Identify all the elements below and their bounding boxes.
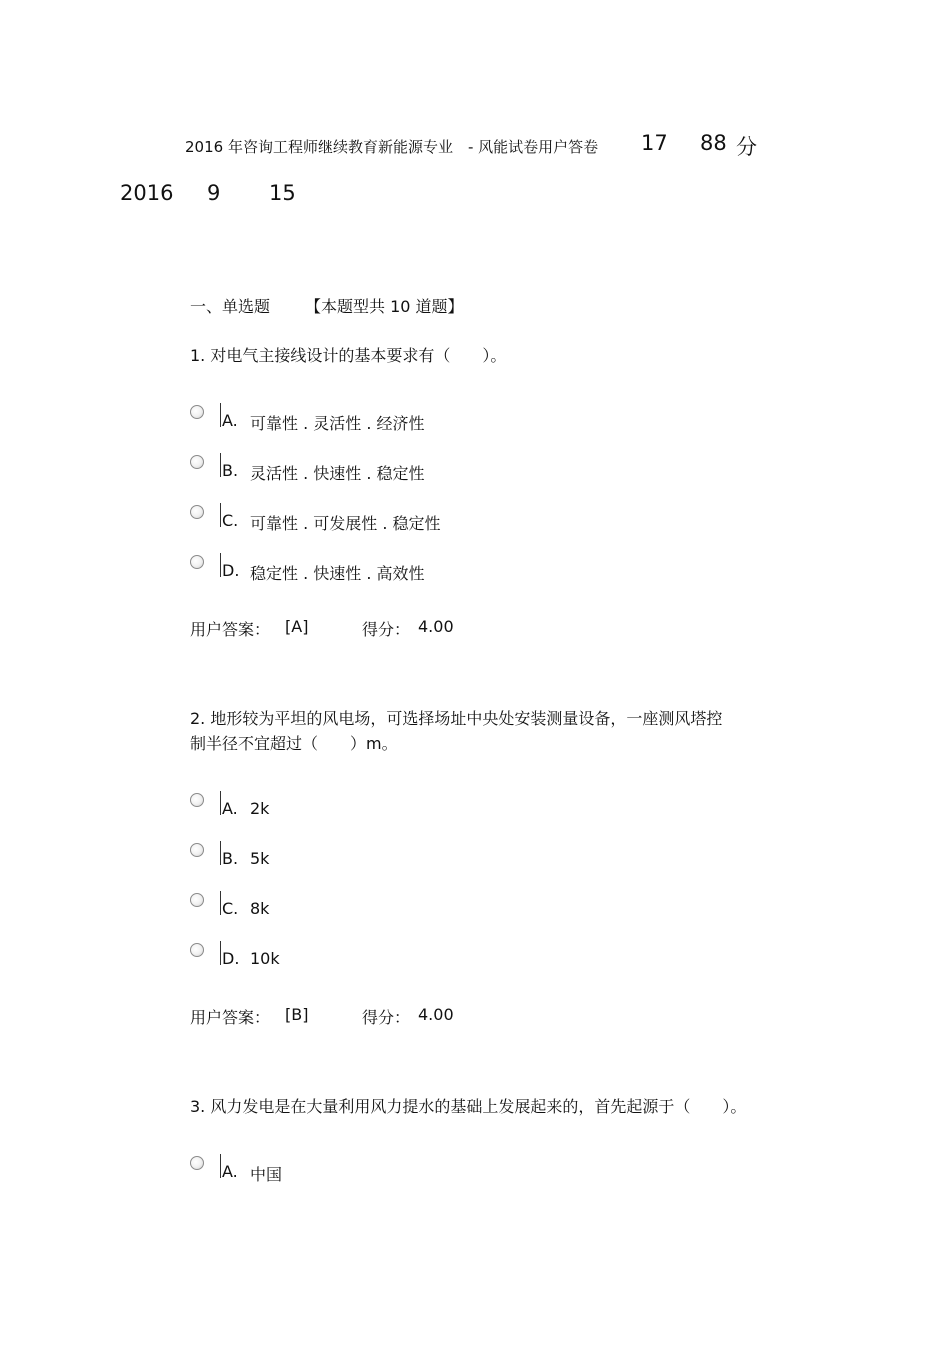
option-text: 8k [250,899,270,918]
total-score-unit: 分 [736,135,757,159]
question-1-score-label: 得分： [362,620,411,639]
option-text: 10k [250,949,280,968]
question-1-text: 1. 对电气主接线设计的基本要求有（ ）。 [190,346,507,365]
total-score-part-b: 88 [700,131,727,155]
date-year: 2016 [120,181,174,205]
option-letter: A. [222,1162,238,1181]
document-title: 2016 年咨询工程师继续教育新能源专业 - 风能试卷用户答卷 [185,138,599,156]
option-text: 2k [250,799,270,818]
option-text: 可靠性 . 可发展性 . 稳定性 [250,514,441,533]
question-1-score: 4.00 [418,617,454,636]
radio-button[interactable] [190,1156,204,1170]
radio-button[interactable] [190,843,204,857]
option-divider [220,553,221,577]
option-divider [220,503,221,527]
radio-button[interactable] [190,555,204,569]
date-day: 15 [269,181,296,205]
section-question-count: 【本题型共 10 道题】 [305,297,464,316]
total-score-part-a: 17 [641,131,668,155]
date-month: 9 [207,181,221,205]
question-2-user-answer: [B] [285,1005,309,1024]
radio-button[interactable] [190,943,204,957]
question-3-text: 3. 风力发电是在大量利用风力提水的基础上发展起来的，首先起源于（ ）。 [190,1097,747,1116]
radio-button[interactable] [190,893,204,907]
option-letter: C. [222,511,239,530]
option-divider [220,453,221,477]
question-2-score-label: 得分： [362,1008,411,1027]
radio-button[interactable] [190,505,204,519]
option-divider [220,941,221,965]
option-divider [220,841,221,865]
option-letter: C. [222,899,239,918]
option-letter: B. [222,849,239,868]
option-letter: D. [222,949,240,968]
option-divider [220,891,221,915]
question-2-text-line-1: 2. 地形较为平坦的风电场，可选择场址中央处安装测量设备，一座测风塔控 [190,709,723,728]
question-1-user-answer: [A] [285,617,309,636]
option-divider [220,403,221,427]
option-divider [220,1154,221,1178]
option-text: 5k [250,849,270,868]
radio-button[interactable] [190,455,204,469]
option-letter: D. [222,561,240,580]
option-text: 中国 [250,1165,283,1184]
option-letter: A. [222,411,238,430]
option-letter: A. [222,799,238,818]
radio-button[interactable] [190,793,204,807]
option-text: 可靠性 . 灵活性 . 经济性 [250,414,425,433]
question-2-score: 4.00 [418,1005,454,1024]
option-divider [220,791,221,815]
option-text: 灵活性 . 快速性 . 稳定性 [250,464,425,483]
option-text: 稳定性 . 快速性 . 高效性 [250,564,425,583]
option-letter: B. [222,461,239,480]
radio-button[interactable] [190,405,204,419]
section-title: 一、单选题 [190,297,271,316]
question-2-text-line-2: 制半径不宜超过（ ）m。 [190,734,398,753]
question-2-answer-label: 用户答案： [190,1008,271,1027]
question-1-answer-label: 用户答案： [190,620,271,639]
